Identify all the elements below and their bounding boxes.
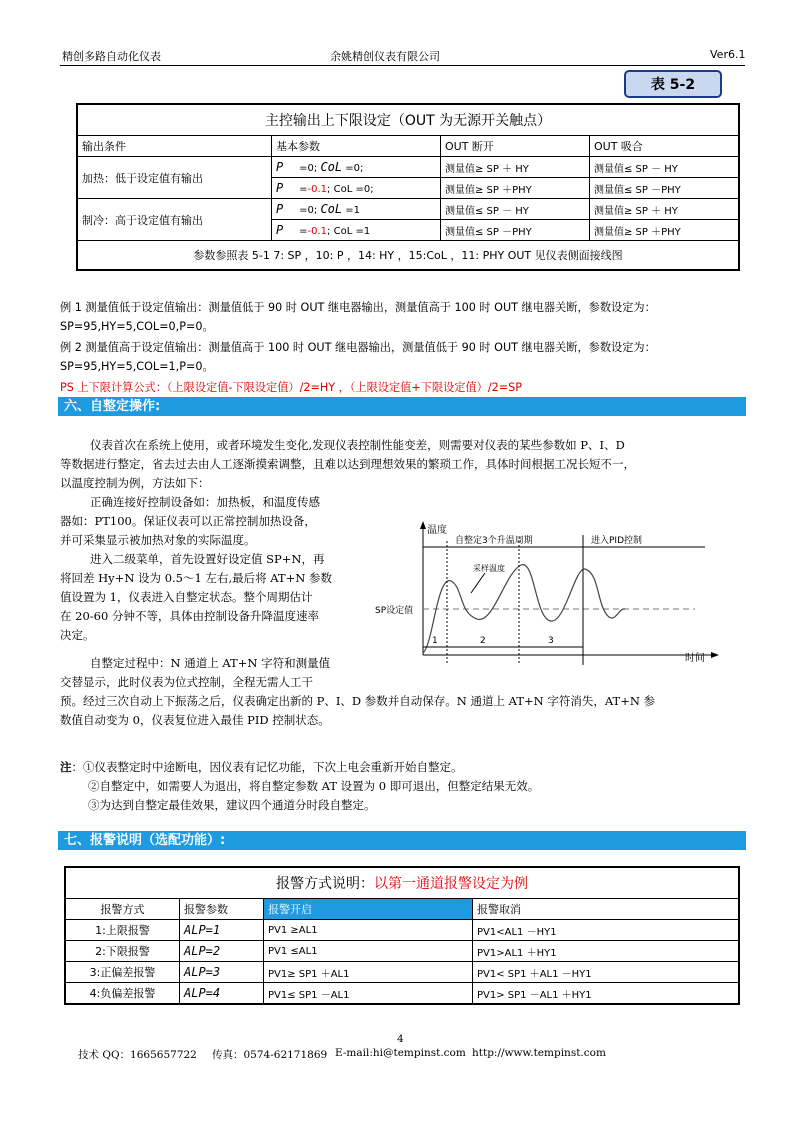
sample-label: 采样温度 <box>473 564 505 573</box>
cond-heat: 加热：低于设定值有输出 <box>77 157 272 199</box>
example1-line2: SP=95,HY=5,COL=0,P=0。 <box>60 320 214 333</box>
footer-fax: 传真：0574-62171869 <box>212 1049 328 1061</box>
alarm-on: PV1 ≥AL1 <box>264 920 473 941</box>
phase1-label: 自整定3个升温周期 <box>455 536 533 546</box>
on-cell: 测量值≤ SP － HY <box>590 157 740 178</box>
s6-p1a: 仪表首次在系统上使用，或者环境发生变化,发现仪表控制性能变差，则需要对仪表的某些参数如 P、I、D <box>90 438 625 452</box>
cond-cool: 制冷：高于设定值有输出 <box>77 199 272 241</box>
s6-p2a: 正确连接好控制设备如：加热板，和温度传感 <box>90 495 320 509</box>
col-header: 报警开启 <box>264 899 473 920</box>
alarm-param: ALP=2 <box>180 941 264 962</box>
param-cell: P =-0.1; CoL =0; <box>272 178 441 199</box>
alarm-mode: 1:上限报警 <box>65 920 180 941</box>
s6-p3e: 决定。 <box>60 628 95 642</box>
on-cell: 测量值≥ SP ＋ HY <box>590 199 740 220</box>
s6-p3a: 进入二级菜单，首先设置好设定值 SP+N，再 <box>90 552 325 566</box>
s6-p2b: 器如：PT100。保证仪表可以正常控制加热设备， <box>60 514 316 528</box>
alarm-mode: 2:下限报警 <box>65 941 180 962</box>
col-header: 输出条件 <box>77 136 272 157</box>
s6-p3d: 在 20-60 分钟不等，具体由控制设备升降温度速率 <box>60 609 319 623</box>
footer-email[interactable]: E-mail:hi@tempinst.com <box>335 1047 466 1059</box>
header-center: 余姚精创仪表有限公司 <box>330 50 440 63</box>
autotune-diagram <box>375 515 735 675</box>
note-line2: ②自整定中，如需要人为退出，将自整定参数 AT 设置为 0 即可退出，但整定结果无效。 <box>88 779 540 793</box>
page-number: 4 <box>397 1033 404 1045</box>
s6-p1b: 等数据进行整定，省去过去由人工逐渐摸索调整，且难以达到理想效果的繁琐工作，具体时间根据工况长短不一， <box>60 457 635 471</box>
s6-p1c: 以温度控制为例，方法如下： <box>60 476 210 490</box>
alarm-mode: 4:负偏差报警 <box>65 983 180 1005</box>
s6-p4a: 自整定过程中：N 通道上 AT+N 字符和测量值 <box>90 656 331 670</box>
sp-label: SP设定值 <box>375 606 414 616</box>
on-cell: 测量值≤ SP －PHY <box>590 178 740 199</box>
alarm-table <box>64 866 740 1005</box>
note-line1: 注：①仪表整定时中途断电，因仪表有记忆功能，下次上电会重新开始自整定。 <box>60 760 463 774</box>
header-left: 精创多路自动化仪表 <box>62 50 161 63</box>
example2-line2: SP=95,HY=5,COL=1,P=0。 <box>60 360 214 373</box>
off-cell: 测量值≤ SP －PHY <box>441 220 590 241</box>
alarm-off: PV1>AL1 ＋HY1 <box>473 941 740 962</box>
header-version: Ver6.1 <box>710 48 746 61</box>
alarm-param: ALP=3 <box>180 962 264 983</box>
off-cell: 测量值≤ SP － HY <box>441 199 590 220</box>
alarm-on: PV1≤ SP1 －AL1 <box>264 983 473 1005</box>
header-rule <box>60 65 745 66</box>
segment-label: 1 <box>432 636 438 646</box>
param-cell: P =-0.1; CoL =1 <box>272 220 441 241</box>
table1-title: 主控输出上下限设定（OUT 为无源开关触点） <box>77 104 739 136</box>
col-header: 报警方式 <box>65 899 180 920</box>
y-axis-label: 温度 <box>427 525 447 536</box>
alarm-off: PV1< SP1 ＋AL1 －HY1 <box>473 962 740 983</box>
alarm-off: PV1<AL1 －HY1 <box>473 920 740 941</box>
col-header: 报警取消 <box>473 899 740 920</box>
off-cell: 测量值≥ SP ＋PHY <box>441 178 590 199</box>
example1-line1: 例 1 测量值低于设定值输出：测量值低于 90 时 OUT 继电器输出，测量值高于 100 时 OUT 继电器关断，参数设定为： <box>60 301 656 314</box>
table-tag: 表 5-2 <box>624 70 722 98</box>
off-cell: 测量值≥ SP ＋ HY <box>441 157 590 178</box>
footer-qq: 技术 QQ：1665657722 <box>78 1049 197 1061</box>
alarm-on: PV1≥ SP1 ＋AL1 <box>264 962 473 983</box>
alarm-param: ALP=1 <box>180 920 264 941</box>
x-axis-arrow <box>711 652 719 658</box>
col-header: 基本参数 <box>272 136 441 157</box>
s6-p2c: 并可采集显示被加热对象的实际温度。 <box>60 533 256 547</box>
alarm-off: PV1> SP1 －AL1 ＋HY1 <box>473 983 740 1005</box>
example2-line1: 例 2 测量值高于设定值输出：测量值高于 100 时 OUT 继电器输出，测量值低于 90 时 OUT 继电器关断，参数设定为： <box>60 341 656 354</box>
ps-formula: PS 上下限计算公式：（上限设定值-下限设定值）/2=HY ，（上限设定值+下限设定值）/2=SP <box>60 381 522 394</box>
y-axis-arrow <box>420 521 426 529</box>
col-header: OUT 吸合 <box>590 136 740 157</box>
x-axis-label: 时间 <box>685 653 705 664</box>
segment-label: 3 <box>548 636 554 646</box>
section7-title: 七、报警说明（选配功能）: <box>58 831 746 850</box>
note-label: 注 <box>60 760 72 774</box>
sample-pointer <box>471 573 485 593</box>
alarm-on: PV1 ≤AL1 <box>264 941 473 962</box>
output-limit-table <box>76 103 740 271</box>
col-header: 报警参数 <box>180 899 264 920</box>
s6-p4c: 预。经过三次自动上下振荡之后，仪表确定出新的 P、I、D 参数并自动保存。N 通道上 AT+N 字符消失，AT+N 参 <box>60 694 656 708</box>
section6-title: 六、自整定操作: <box>58 397 746 416</box>
param-cell: P =0; CoL =1 <box>272 199 441 220</box>
s6-p4b: 交替显示，此时仪表为位式控制，全程无需人工干 <box>60 675 313 689</box>
footer-web[interactable]: http://www.tempinst.com <box>472 1047 606 1059</box>
phase2-label: 进入PID控制 <box>591 536 643 546</box>
on-cell: 测量值≥ SP ＋PHY <box>590 220 740 241</box>
alarm-param: ALP=4 <box>180 983 264 1005</box>
segment-label: 2 <box>480 636 486 646</box>
param-cell: P =0; CoL =0; <box>272 157 441 178</box>
s6-p3c: 值设置为 1，仪表进入自整定状态。整个周期估计 <box>60 590 313 604</box>
note-line3: ③为达到自整定最佳效果，建议四个通道分时段自整定。 <box>88 798 376 812</box>
s6-p4d: 数值自动变为 0，仪表复位进入最佳 PID 控制状态。 <box>60 713 330 727</box>
table1-footer: 参数参照表 5-1 7: SP ，10: P ，14: HY ，15:CoL ，11: PHY OUT 见仪表侧面接线图 <box>77 241 739 271</box>
table2-title: 报警方式说明：以第一通道报警设定为例 <box>65 867 739 899</box>
col-header: OUT 断开 <box>441 136 590 157</box>
s6-p3b: 将回差 Hy+N 设为 0.5～1 左右,最后将 AT+N 参数 <box>60 571 332 585</box>
alarm-mode: 3:正偏差报警 <box>65 962 180 983</box>
